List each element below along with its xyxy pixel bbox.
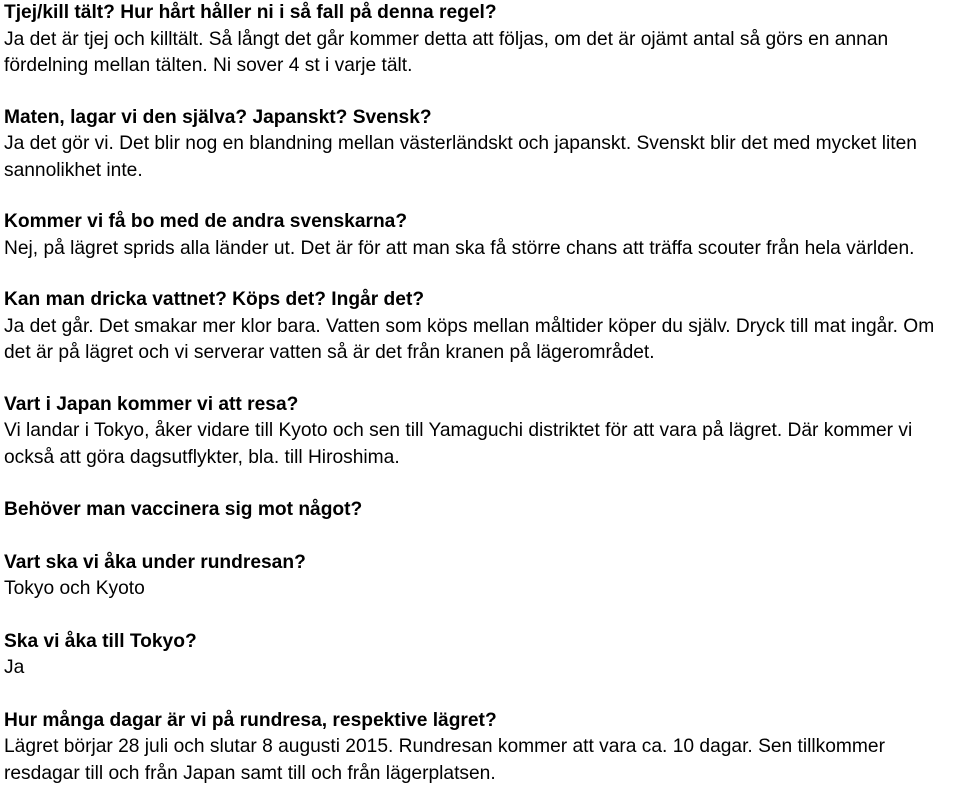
spacer bbox=[4, 80, 956, 105]
question-heading: Kommer vi få bo med de andra svenskarna? bbox=[4, 211, 408, 232]
question-heading: Maten, lagar vi den själva? Japanskt? Svensk? bbox=[4, 106, 432, 128]
answer-text: Ja det är tjej och killtält. Så långt det går kommer detta att följas, om det är ojämt antal så görs en annan fördelning mellan tälten. Ni sover 4 st i varje tält. bbox=[4, 28, 889, 76]
question-heading: Ska vi åka till Tokyo? bbox=[4, 630, 197, 652]
qa-item-swedes bbox=[4, 209, 956, 262]
question-heading: Behöver man vaccinera sig mot något? bbox=[4, 499, 363, 520]
spacer bbox=[4, 262, 956, 287]
spacer bbox=[4, 524, 956, 550]
question-heading: Hur många dagar är vi på rundresa, respektive lägret? bbox=[4, 709, 497, 731]
qa-item-travel bbox=[4, 392, 956, 472]
answer-text: Ja det gör vi. Det blir nog en blandning mellan västerländskt och japanskt. Svenskt blir det med mycket liten sannolikhet inte. bbox=[4, 133, 917, 181]
spacer bbox=[4, 184, 956, 209]
question-heading: Vart i Japan kommer vi att resa? bbox=[4, 393, 299, 415]
spacer bbox=[4, 603, 956, 629]
qa-item-food bbox=[4, 105, 956, 185]
qa-item-days bbox=[4, 708, 956, 788]
qa-item-tokyo bbox=[4, 629, 956, 682]
spacer bbox=[4, 471, 956, 497]
question-heading: Kan man dricka vattnet? Köps det? Ingår det? bbox=[4, 289, 425, 310]
spacer bbox=[4, 682, 956, 708]
qa-item-roundtrip bbox=[4, 550, 956, 603]
qa-item-tent bbox=[4, 0, 956, 80]
question-heading: Vart ska vi åka under rundresan? bbox=[4, 551, 306, 573]
question-heading: Tjej/kill tält? Hur hårt håller ni i så fall på denna regel? bbox=[4, 2, 497, 23]
spacer bbox=[4, 367, 956, 392]
answer-text: Vi landar i Tokyo, åker vidare till Kyoto och sen till Yamaguchi distriktet för att vara på lägret. Där kommer vi också att göra dagsutflykter, bla. till Hiroshima. bbox=[4, 420, 913, 468]
answer-text: Ja bbox=[4, 657, 25, 678]
qa-item-water bbox=[4, 287, 956, 367]
answer-text: Ja det går. Det smakar mer klor bara. Vatten som köps mellan måltider köper du själv. Dryck till mat ingår. Om det är på lägret och vi serverar vatten så är det från kranen på lägerområdet. bbox=[4, 315, 935, 363]
answer-text: Tokyo och Kyoto bbox=[4, 578, 145, 599]
qa-item-vaccine bbox=[4, 497, 956, 524]
answer-text: Lägret börjar 28 juli och slutar 8 augusti 2015. Rundresan kommer att vara ca. 10 dagar. Sen tillkommer resdagar till och från Japan samt till och från lägerplatsen. bbox=[4, 736, 885, 784]
answer-text: Nej, på lägret sprids alla länder ut. Det är för att man ska få större chans att träffa scouter från hela världen. bbox=[4, 237, 915, 259]
